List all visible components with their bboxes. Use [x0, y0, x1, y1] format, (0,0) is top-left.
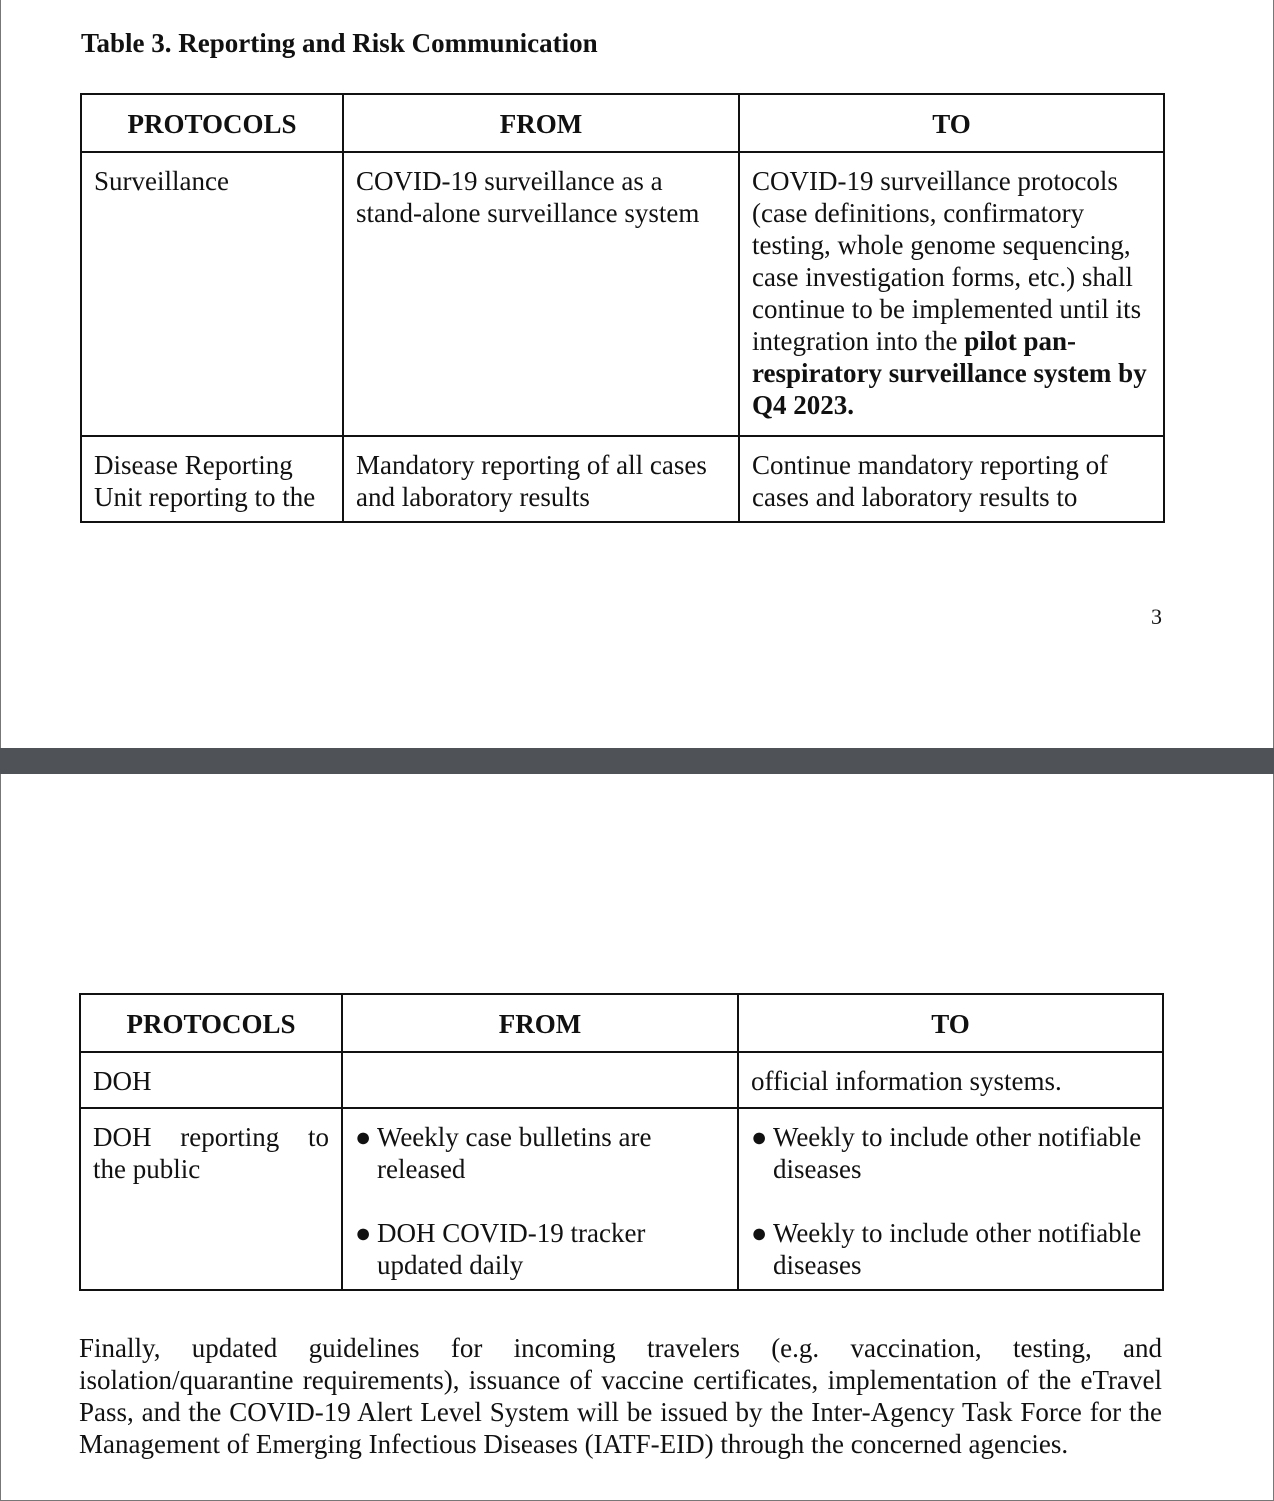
table-header-row — [80, 994, 1163, 1052]
cell-from: Mandatory reporting of all cases and laboratory results — [343, 436, 739, 522]
bullet-text: Weekly to include other notifiable diseases — [773, 1218, 1142, 1280]
reporting-table-part-1 — [80, 93, 1165, 523]
bullet-item — [751, 1121, 1150, 1185]
bullet-item — [751, 1217, 1150, 1281]
table-row — [81, 436, 1164, 522]
table-row — [80, 1052, 1163, 1108]
header-to: TO — [738, 994, 1163, 1052]
header-to: TO — [739, 94, 1164, 152]
cell-protocol: DOH — [80, 1052, 342, 1108]
cell-to — [739, 152, 1164, 436]
cell-from — [342, 1108, 738, 1290]
header-protocols: PROTOCOLS — [80, 994, 342, 1052]
bullet-text: DOH COVID-19 tracker updated daily — [377, 1218, 646, 1280]
cell-protocol-line: the public — [93, 1154, 201, 1184]
table-row — [81, 152, 1164, 436]
bullet-icon: ● — [751, 1122, 768, 1152]
document-page-1 — [0, 0, 1274, 748]
page-separator — [0, 748, 1274, 774]
reporting-table-part-2 — [79, 993, 1164, 1291]
cell-protocol: Disease Reporting Unit reporting to the — [81, 436, 343, 522]
bullet-text: Weekly to include other notifiable diseases — [773, 1122, 1142, 1184]
cell-to: official information systems. — [738, 1052, 1163, 1108]
cell-from: COVID-19 surveillance as a stand-alone surveillance system — [343, 152, 739, 436]
bullet-icon: ● — [355, 1218, 372, 1248]
bullet-text: Weekly case bulletins are released — [377, 1122, 652, 1184]
table-row — [80, 1108, 1163, 1290]
bullet-item — [355, 1217, 725, 1281]
header-from: FROM — [343, 94, 739, 152]
cell-to — [738, 1108, 1163, 1290]
cell-protocol-line: DOH reporting to — [93, 1122, 329, 1152]
table-caption: Table 3. Reporting and Risk Communication — [81, 28, 598, 58]
cell-to: Continue mandatory reporting of cases and laboratory results to — [739, 436, 1164, 522]
bullet-icon: ● — [751, 1218, 768, 1248]
header-from: FROM — [342, 994, 738, 1052]
header-protocols: PROTOCOLS — [81, 94, 343, 152]
cell-protocol — [80, 1108, 342, 1290]
page-number: 3 — [1151, 604, 1162, 629]
table-header-row — [81, 94, 1164, 152]
cell-to-text: COVID-19 surveillance protocols (case definitions, confirmatory testing, whole genome sequencing, case investigation forms, etc.) shall continue to be implemented until its integration into the — [752, 166, 1142, 356]
closing-paragraph: Finally, updated guidelines for incoming travelers (e.g. vaccination, testing, and isolation/quarantine requirements), issuance of vaccine certificates, implementation of the eTravel Pass, and the COVID-19 Alert Level System will be issued by the Inter-Agency Task Force for the Management of Emerging Infectious Diseases (IATF-EID) through the concerned agencies. — [79, 1333, 1162, 1459]
cell-to-bold-text: pilot pan-respiratory surveillance system by Q4 2023. — [752, 326, 1147, 420]
bullet-item — [355, 1121, 725, 1185]
cell-from — [342, 1052, 738, 1108]
cell-protocol: Surveillance — [81, 152, 343, 436]
bullet-icon: ● — [355, 1122, 372, 1152]
